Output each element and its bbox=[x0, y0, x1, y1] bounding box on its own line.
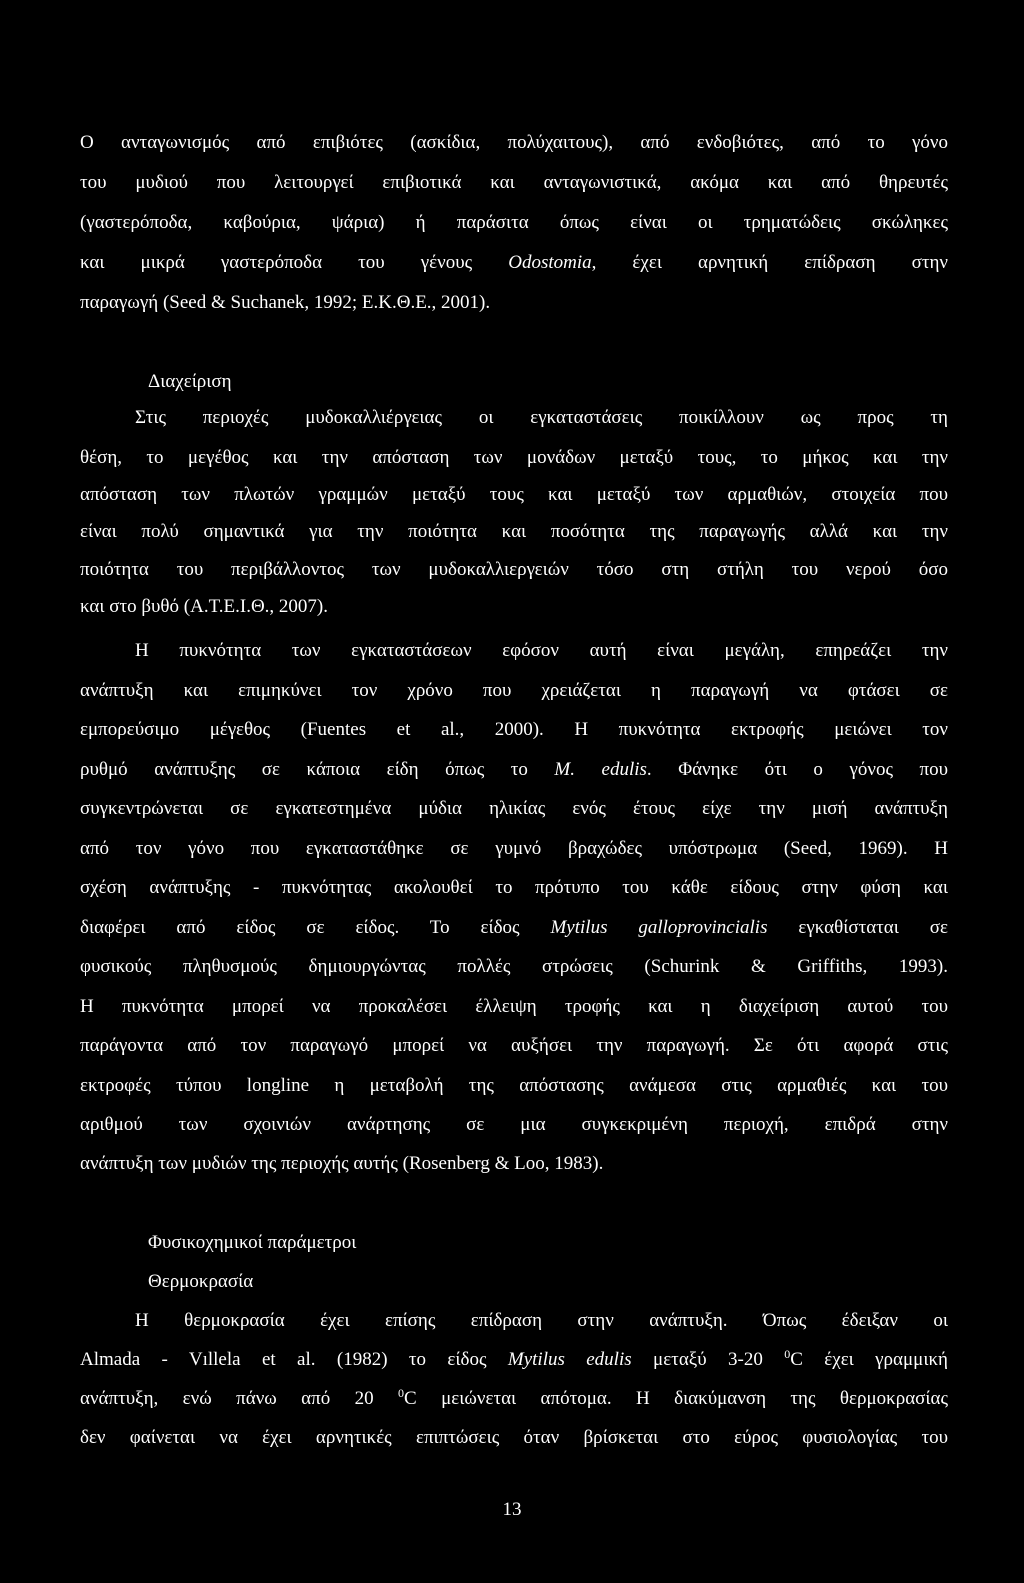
text-line: θέση, το μεγέθος και την απόσταση των μονάδων μεταξύ τους, το μήκος και την bbox=[80, 447, 948, 468]
text-line: και στο βυθό (Α.Τ.Ε.Ι.Θ., 2007). bbox=[80, 596, 329, 617]
text-line: ανάπτυξη των μυδιών της περιοχής αυτής (Rosenberg & Loo, 1983). bbox=[80, 1153, 604, 1174]
text-line: είναι πολύ σημαντικά για την ποιότητα και ποσότητα της παραγωγής αλλά και την bbox=[80, 521, 948, 542]
text-line: και μικρά γαστερόποδα του γένους Odostomia, έχει αρνητική επίδραση στην bbox=[80, 252, 948, 273]
text-line: Almada - Vıllela et al. (1982) το είδος Mytilus edulis μεταξύ 3-20 $^0$C έχει γραμμική bbox=[80, 1347, 948, 1370]
text-line: ρυθμό ανάπτυξης σε κάποια είδη όπως το M. edulis. Φάνηκε ότι ο γόνος που bbox=[80, 759, 948, 780]
text-line: διαφέρει από είδος σε είδος. Το είδος Mytilus galloprovincialis εγκαθίσταται σε bbox=[80, 917, 948, 938]
text-line: απόσταση των πλωτών γραμμών μεταξύ τους και μεταξύ των αρμαθιών, στοιχεία που bbox=[80, 484, 948, 505]
text-line: Η πυκνότητα των εγκαταστάσεων εφόσον αυτή είναι μεγάλη, επηρεάζει την bbox=[135, 640, 948, 661]
section-heading: Διαχείριση bbox=[148, 371, 232, 392]
text-line: δεν φαίνεται να έχει αρνητικές επιπτώσεις όταν βρίσκεται στο εύρος φυσιολογίας του bbox=[80, 1427, 948, 1448]
text-line: παραγωγή (Seed & Suchanek, 1992; Ε.Κ.Θ.Ε., 2001). bbox=[80, 292, 491, 313]
page-number: 13 bbox=[502, 1499, 522, 1520]
text-line: Στις περιοχές μυδοκαλλιέργειας οι εγκαταστάσεις ποικίλλουν ως προς τη bbox=[135, 407, 948, 428]
text-line: Ο ανταγωνισμός από επιβιότες (ασκίδια, πολύχαιτους), από ενδοβιότες, από το γόνο bbox=[80, 132, 948, 153]
text-line: εμπορεύσιμο μέγεθος (Fuentes et al., 2000). Η πυκνότητα εκτροφής μειώνει τον bbox=[80, 719, 948, 740]
text-line: (γαστερόποδα, καβούρια, ψάρια) ή παράσιτα όπως είναι οι τρηματώδεις σκώληκες bbox=[80, 212, 948, 233]
text-line: φυσικούς πληθυσμούς δημιουργώντας πολλές στρώσεις (Schurink & Griffiths, 1993). bbox=[80, 956, 948, 977]
text-line: αριθμού των σχοινιών ανάρτησης σε μια συγκεκριμένη περιοχή, επιδρά στην bbox=[80, 1114, 948, 1135]
text-line: από τον γόνο που εγκαταστάθηκε σε γυμνό βραχώδες υπόστρωμα (Seed, 1969). Η bbox=[80, 838, 948, 859]
text-line: παράγοντα από τον παραγωγό μπορεί να αυξήσει την παραγωγή. Σε ότι αφορά στις bbox=[80, 1035, 948, 1056]
text-line: ανάπτυξη και επιμηκύνει τον χρόνο που χρειάζεται η παραγωγή να φτάσει σε bbox=[80, 680, 948, 701]
subsection-heading: Θερμοκρασία bbox=[148, 1271, 254, 1292]
text-line: του μυδιού που λειτουργεί επιβιοτικά και ανταγωνιστικά, ακόμα και από θηρευτές bbox=[80, 172, 948, 193]
text-line: σχέση ανάπτυξης - πυκνότητας ακολουθεί το πρότυπο του κάθε είδους στην φύση και bbox=[80, 877, 948, 898]
text-line: ποιότητα του περιβάλλοντος των μυδοκαλλιεργειών τόσο στη στήλη του νερού όσο bbox=[80, 559, 948, 580]
text-line: Η θερμοκρασία έχει επίσης επίδραση στην ανάπτυξη. Όπως έδειξαν οι bbox=[135, 1310, 948, 1331]
text-line: ανάπτυξη, ενώ πάνω από 20 $^0$C μειώνεται απότομα. Η διακύμανση της θερμοκρασίας bbox=[80, 1386, 949, 1409]
text-line: συγκεντρώνεται σε εγκατεστημένα μύδια ηλικίας ενός έτους είχε την μισή ανάπτυξη bbox=[80, 798, 948, 819]
section-heading: Φυσικοχημικοί παράμετροι bbox=[148, 1232, 357, 1253]
text-line: Η πυκνότητα μπορεί να προκαλέσει έλλειψη τροφής και η διαχείριση αυτού του bbox=[80, 996, 948, 1017]
text-line: εκτροφές τύπου longline η μεταβολή της απόστασης ανάμεσα στις αρμαθιές και του bbox=[80, 1075, 948, 1096]
